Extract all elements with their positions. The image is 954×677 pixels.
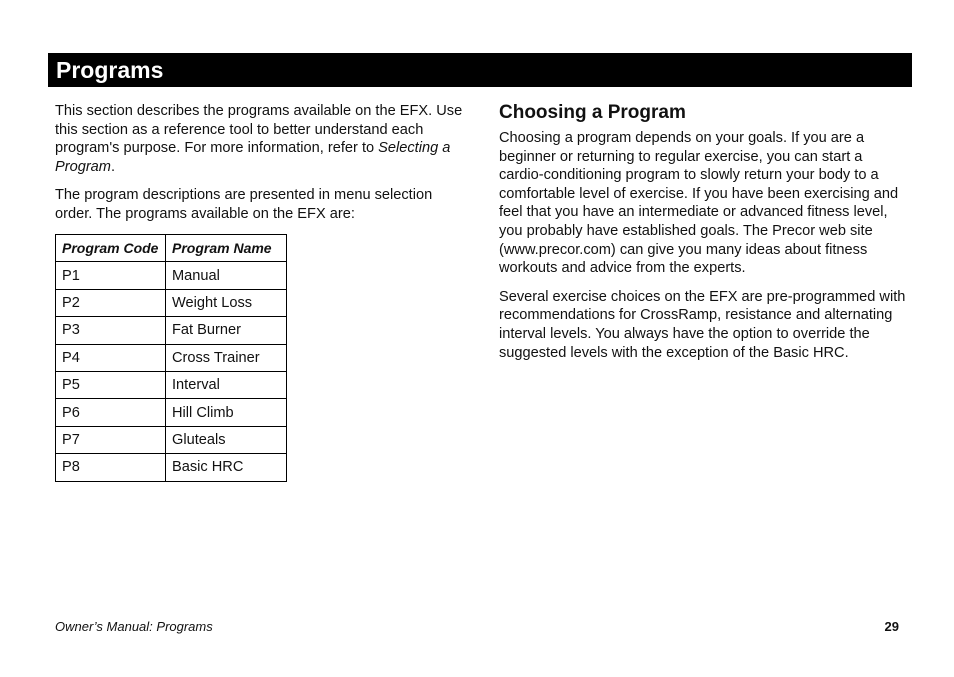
- program-code-cell: P5: [56, 371, 166, 398]
- right-column: [499, 101, 909, 362]
- intro-end: .: [110, 158, 116, 175]
- table-row: [56, 344, 287, 371]
- table-row: [56, 317, 287, 344]
- choosing-paragraph-1: Choosing a program depends on your goals. If you are a beginner or returning to regular exercise, you can start a cardio-conditioning program to slowly return your body to a comfortable level of exercise. If you have been exercising and feel that you have an intermediate or advanced fitness level, you probably have established goals. The Precor web site (www.precor.com) can give you many ideas about fitness workouts and advice from the experts.: [499, 130, 899, 277]
- program-name-cell: Cross Trainer: [166, 344, 287, 371]
- left-column: [55, 102, 465, 224]
- table-row: [56, 399, 287, 426]
- table-row: [56, 289, 287, 316]
- program-name-cell: Hill Climb: [166, 399, 287, 426]
- program-code-cell: P4: [56, 344, 166, 371]
- header-program-code: Program Code: [56, 235, 166, 262]
- footer-manual-title: Owner’s Manual: Programs: [55, 619, 213, 634]
- intro-paragraph: [55, 102, 465, 176]
- program-code-cell: P2: [56, 289, 166, 316]
- section-heading: Choosing a Program: [499, 102, 686, 123]
- table-row: [56, 371, 287, 398]
- list-intro-paragraph: The program descriptions are presented in menu selection order. The programs available on the EFX are:: [55, 187, 433, 222]
- header-program-name: Program Name: [166, 235, 287, 262]
- program-name-cell: Basic HRC: [166, 454, 287, 481]
- intro-text: This section describes the programs available on the EFX. Use this section as a reference tool to better understand each program's purpose. For more information, refer to: [55, 103, 463, 157]
- table-header-row: [56, 235, 287, 262]
- program-code-cell: P3: [56, 317, 166, 344]
- page-title: Programs: [56, 57, 164, 83]
- program-table: [55, 234, 287, 482]
- program-code-cell: P8: [56, 454, 166, 481]
- program-name-cell: Gluteals: [166, 426, 287, 453]
- program-code-cell: P6: [56, 399, 166, 426]
- page-number: 29: [884, 619, 899, 634]
- program-name-cell: Fat Burner: [166, 317, 287, 344]
- program-name-cell: Interval: [166, 371, 287, 398]
- selecting-program-reference: Selecting a Program: [55, 140, 451, 175]
- program-name-cell: Weight Loss: [166, 289, 287, 316]
- program-code-cell: P7: [56, 426, 166, 453]
- choosing-paragraph-2: Several exercise choices on the EFX are pre-programmed with recommendations for CrossRamp, resistance and alternating interval levels. You always have the option to override the suggested levels with the exception of the Basic HRC.: [499, 288, 906, 361]
- program-code-cell: P1: [56, 262, 166, 289]
- section-title-bar: [48, 53, 912, 87]
- table-row: [56, 262, 287, 289]
- table-row: [56, 454, 287, 481]
- program-name-cell: Manual: [166, 262, 287, 289]
- table-row: [56, 426, 287, 453]
